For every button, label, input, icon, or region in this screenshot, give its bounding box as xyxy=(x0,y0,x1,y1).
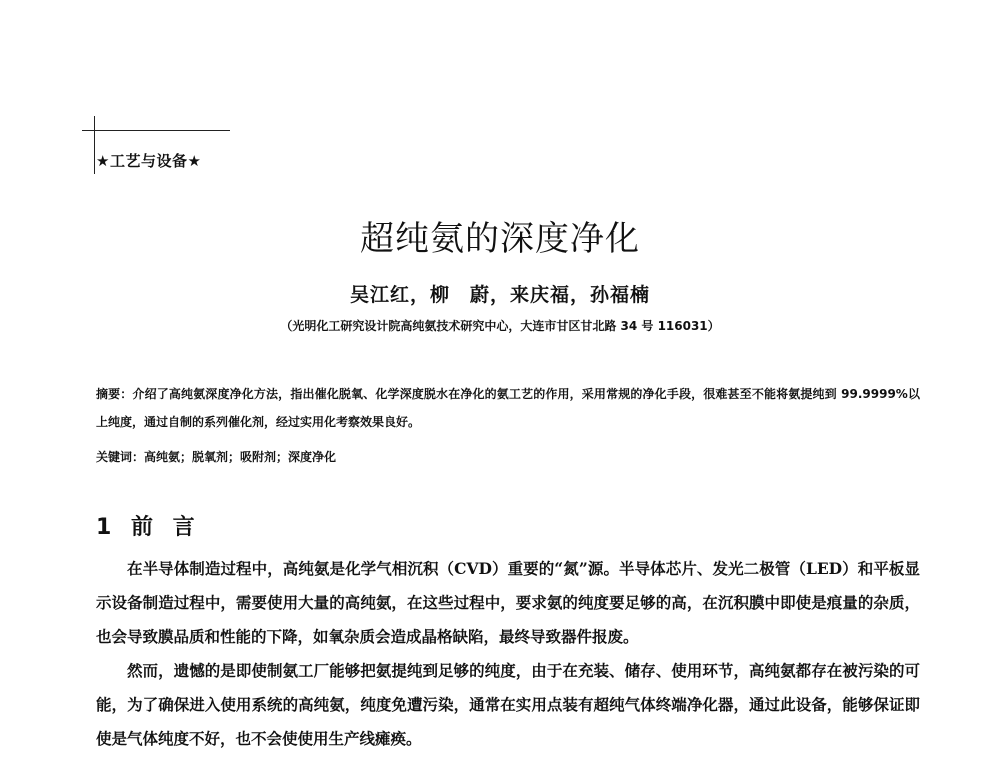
paragraph: 然而，遗憾的是即使制氨工厂能够把氨提纯到足够的纯度，由于在充装、储存、使用环节，高纯氨都存在被污染的可能，为了确保进入使用系统的高纯氨，纯度免遭污染，通常在实用点装有超纯气体终端净化器，通过此设备，能够保证即使是气体纯度不好，也不会使使用生产线瘫痪。 xyxy=(96,661,920,748)
keywords-text: 高纯氨；脱氧剂；吸附剂；深度净化 xyxy=(144,450,337,464)
paragraph: 在半导体制造过程中，高纯氨是化学气相沉积（CVD）重要的“氮”源。半导体芯片、发光二极管（LED）和平板显示设备制造过程中，需要使用大量的高纯氨，在这些过程中，要求氨的纯度要足够的高，在沉积膜中即使是痕量的杂质，也会导致膜品质和性能的下降，如氧杂质会造成晶格缺陷，最终导致器件报废。 xyxy=(96,559,920,646)
section-body xyxy=(96,552,920,756)
paper-title: 超纯氨的深度净化 xyxy=(360,218,640,259)
paper-affiliation: （光明化工研究设计院高纯氨技术研究中心，大连市甘区甘北路 34 号 116031） xyxy=(280,319,720,333)
keywords-label: 关键词： xyxy=(96,450,145,464)
crop-mark-horizontal xyxy=(82,130,230,131)
section-tag: ★工艺与设备★ xyxy=(96,152,202,170)
abstract-text: 介绍了高纯氨深度净化方法，指出催化脱氧、化学深度脱水在净化的氨工艺的作用，采用常规的净化手段，很难甚至不能将氨提纯到 99.9999%以上纯度，通过自制的系列催化剂，经过实用化考察效果良好。 xyxy=(96,387,920,429)
crop-mark-vertical xyxy=(94,116,95,174)
abstract xyxy=(96,380,920,436)
paper-authors: 吴江红，柳 蔚，来庆福，孙福楠 xyxy=(349,284,650,306)
keywords xyxy=(96,448,920,465)
section-heading: 1 前 言 xyxy=(96,515,201,541)
abstract-label: 摘要： xyxy=(96,387,133,401)
